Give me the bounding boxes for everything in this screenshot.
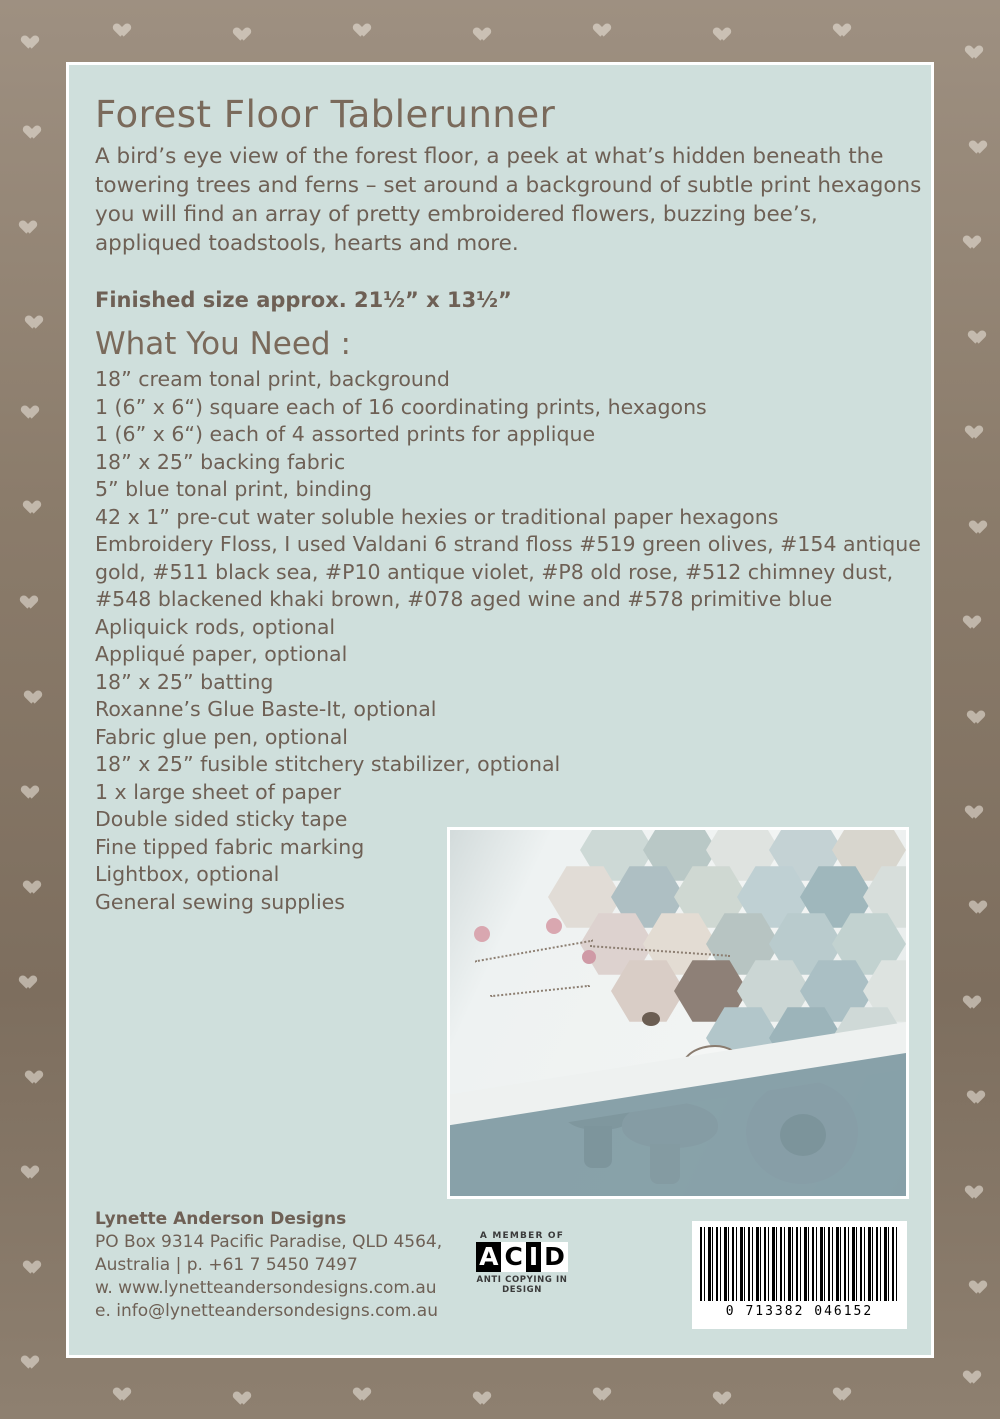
heart-motif-icon xyxy=(230,1386,246,1401)
list-item: 18” x 25” backing fabric xyxy=(95,449,346,474)
heart-motif-icon xyxy=(22,1065,38,1080)
acid-letter-i: I xyxy=(526,1242,541,1272)
heart-motif-icon xyxy=(22,310,38,325)
heart-motif-icon xyxy=(966,1275,982,1290)
heart-motif-icon xyxy=(962,800,978,815)
list-item: Fabric glue pen, optional xyxy=(95,724,348,749)
heart-motif-icon xyxy=(18,1160,34,1175)
heart-motif-icon xyxy=(16,970,32,985)
list-item: 1 x large sheet of paper xyxy=(95,779,342,804)
acid-letter-c: C xyxy=(501,1242,525,1272)
heart-motif-icon xyxy=(21,685,37,700)
intro-paragraph: A bird’s eye view of the forest floor, a peek at what’s hidden beneath the towering trees and ferns – set around a background of subtle print hexagons you will find an array of pretty embroidered flowers, buzzing bee’s, appliqued toadstools, hearts and more. xyxy=(95,144,922,256)
heart-motif-icon xyxy=(966,895,982,910)
heart-motif-icon xyxy=(960,230,976,245)
heart-motif-icon xyxy=(960,1365,976,1380)
product-photo xyxy=(447,827,909,1199)
list-item: Apliquick rods, optional xyxy=(95,614,336,639)
heart-motif-icon xyxy=(110,1382,126,1397)
heart-motif-icon xyxy=(965,325,981,340)
embroidered-flower xyxy=(474,926,490,942)
footer xyxy=(95,1209,907,1329)
heart-motif-icon xyxy=(830,1382,846,1397)
page-title: Forest Floor Tablerunner xyxy=(95,93,556,136)
list-item: 1 (6” x 6“) each of 4 assorted prints for applique xyxy=(95,422,596,446)
list-item: General sewing supplies xyxy=(95,889,345,914)
product-photo-image xyxy=(450,830,906,1196)
heart-motif-icon xyxy=(230,22,246,37)
acid-tagline: ANTI COPYING IN DESIGN xyxy=(476,1275,568,1295)
company-name: Lynette Anderson Designs xyxy=(95,1209,347,1229)
heart-motif-icon xyxy=(17,590,33,605)
email-link[interactable]: e. info@lynetteandersondesigns.com.au xyxy=(95,1301,438,1321)
list-item: 42 x 1” pre-cut water soluble hexies or traditional paper hexagons xyxy=(95,504,779,529)
heart-motif-icon xyxy=(20,495,36,510)
list-item: 18” x 25” batting xyxy=(95,669,274,694)
list-item: Appliqué paper, optional xyxy=(95,642,348,666)
heart-motif-icon xyxy=(710,22,726,37)
heart-motif-icon xyxy=(18,400,34,415)
address-line-1: PO Box 9314 Pacific Paradise, QLD 4564, xyxy=(95,1232,443,1252)
heart-motif-icon xyxy=(350,1382,366,1397)
barcode xyxy=(692,1221,907,1329)
acid-letter-d: D xyxy=(541,1242,568,1272)
list-item: Double sided sticky tape xyxy=(95,807,348,831)
heart-motif-icon xyxy=(470,22,486,37)
heart-motif-icon xyxy=(962,40,978,55)
embroidered-flower xyxy=(546,918,562,934)
list-item: 18” x 25” fusible stitchery stabilizer, optional xyxy=(95,752,561,776)
list-item: 18” cream tonal print, background xyxy=(95,367,450,391)
heart-motif-icon xyxy=(960,990,976,1005)
heart-motif-icon xyxy=(20,1255,36,1270)
barcode-bars xyxy=(700,1227,899,1301)
heart-motif-icon xyxy=(964,1085,980,1100)
heart-motif-icon xyxy=(962,420,978,435)
heart-motif-icon xyxy=(830,18,846,33)
list-item: Roxanne’s Glue Baste-It, optional xyxy=(95,697,437,721)
list-item: Lightbox, optional xyxy=(95,862,280,886)
acid-logo xyxy=(457,1231,587,1295)
embroidered-bee xyxy=(642,1012,660,1026)
address-line-2: Australia | p. +61 7 5450 7497 xyxy=(95,1255,358,1275)
heart-motif-icon xyxy=(966,515,982,530)
heart-motif-icon xyxy=(110,18,126,33)
heart-motif-icon xyxy=(20,875,36,890)
heart-motif-icon xyxy=(350,18,366,33)
heart-motif-icon xyxy=(590,1382,606,1397)
heart-motif-icon xyxy=(966,135,982,150)
heart-motif-icon xyxy=(18,1350,34,1365)
list-item: Embroidery Floss, I used Valdani 6 strand floss #519 green olives, #154 antique gold, #511 black sea, #P10 antique violet, #P8 old rose, #512 chimney dust, #548 blackened khaki brown, #078 aged wine and #578 primitive blue xyxy=(95,532,921,611)
barcode-number: 0 713382 046152 xyxy=(725,1304,874,1319)
list-item: Fine tipped fabric marking xyxy=(95,834,365,859)
finished-size-text: Finished size approx. 21½” x 13½” xyxy=(95,288,512,312)
heart-motif-icon xyxy=(960,610,976,625)
acid-member-text: A MEMBER OF xyxy=(479,1231,565,1241)
website-link[interactable]: w. www.lynetteandersondesigns.com.au xyxy=(95,1278,437,1298)
embroidered-flower xyxy=(582,950,596,964)
heart-motif-icon xyxy=(18,780,34,795)
heart-motif-icon xyxy=(964,705,980,720)
heart-motif-icon xyxy=(470,1386,486,1401)
pattern-cover-card xyxy=(66,62,934,1358)
list-item: 1 (6” x 6“) square each of 16 coordinating prints, hexagons xyxy=(95,394,707,419)
heart-motif-icon xyxy=(18,30,34,45)
heart-motif-icon xyxy=(962,1180,978,1195)
heart-motif-icon xyxy=(590,18,606,33)
heart-motif-icon xyxy=(20,120,36,135)
section-heading-what-you-need: What You Need : xyxy=(95,326,351,362)
list-item: 5” blue tonal print, binding xyxy=(95,477,372,501)
heart-motif-icon xyxy=(710,1386,726,1401)
acid-letter-a: A xyxy=(476,1242,501,1272)
acid-letters xyxy=(457,1242,587,1272)
heart-motif-icon xyxy=(16,215,32,230)
